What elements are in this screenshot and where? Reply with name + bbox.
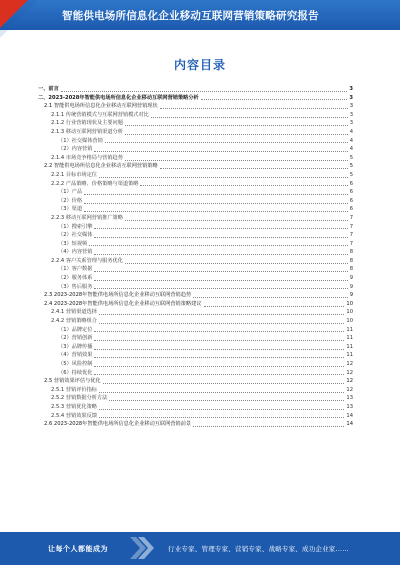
toc-leader-dots xyxy=(61,91,348,92)
toc-leader-dots xyxy=(193,426,344,427)
toc-entry-text: 2.5.2 营销数据分析方法 xyxy=(51,395,108,402)
toc-page-number: 10 xyxy=(346,318,353,325)
toc-leader-dots xyxy=(99,409,344,410)
toc-entry[interactable] xyxy=(38,128,353,137)
toc-page-number: 8 xyxy=(349,249,353,256)
toc-entry-text: 2.2 智能供电场所信息化企业移动互联网营销策略 xyxy=(44,163,158,170)
toc-page-number: 6 xyxy=(349,180,353,187)
toc-entry[interactable] xyxy=(38,343,353,352)
toc-entry-text: （2）营销创新 xyxy=(58,335,93,342)
toc-entry-text: 2.2.2 产品策略、价格策略与渠道策略 xyxy=(51,180,139,187)
toc-entry[interactable] xyxy=(38,205,353,214)
toc-page-number: 13 xyxy=(346,395,353,402)
toc-entry[interactable] xyxy=(38,162,353,171)
toc-entry[interactable] xyxy=(38,420,353,429)
toc-entry[interactable] xyxy=(38,308,353,317)
toc-page-number: 12 xyxy=(346,386,353,393)
toc-page-number: 3 xyxy=(349,111,353,118)
toc-leader-dots xyxy=(94,374,344,375)
toc-entry[interactable] xyxy=(38,257,353,266)
toc-entry[interactable] xyxy=(38,369,353,378)
toc-page-number: 4 xyxy=(349,128,353,135)
toc-entry-text: （3）品牌传播 xyxy=(58,343,93,350)
toc-entry[interactable] xyxy=(38,283,353,292)
toc-leader-dots xyxy=(94,254,347,255)
toc-entry-text: 一、前言 xyxy=(38,86,59,92)
toc-entry-text: 2.1.3 移动互联网营销渠道分析 xyxy=(51,128,123,135)
toc-entry-text: （5）风险控制 xyxy=(58,361,93,367)
toc-entry[interactable] xyxy=(38,188,353,197)
toc-page-number: 3 xyxy=(349,86,353,92)
toc-leader-dots xyxy=(193,297,348,298)
toc-leader-dots xyxy=(201,99,348,100)
toc-page-number: 3 xyxy=(349,103,353,110)
toc-entry-text: 2.4 2023-2028年智能供电场所信息化企业移动互联网营销策略建议 xyxy=(44,300,202,307)
toc-leader-dots xyxy=(109,400,344,401)
toc-entry[interactable] xyxy=(38,171,353,180)
toc-entry-text: （1）产品 xyxy=(58,189,83,196)
toc-leader-dots xyxy=(94,349,344,350)
toc-page-number: 9 xyxy=(349,275,353,282)
toc-page-number: 12 xyxy=(346,361,353,367)
toc-entry[interactable] xyxy=(38,231,353,240)
toc-page-number: 11 xyxy=(346,326,353,333)
toc-leader-dots xyxy=(99,314,344,315)
toc-entry[interactable] xyxy=(38,240,353,249)
toc-entry-text: 2.3 2023-2028年智能供电场所信息化企业移动互联网营销趋势 xyxy=(44,292,192,299)
toc-entry[interactable] xyxy=(38,223,353,232)
toc-entry[interactable] xyxy=(38,154,353,163)
toc-entry[interactable] xyxy=(38,317,353,326)
toc-page-number: 14 xyxy=(346,412,353,419)
toc-entry-text: （2）内容营销 xyxy=(58,146,93,153)
toc-entry[interactable] xyxy=(38,102,353,111)
toc-page-number: 12 xyxy=(346,369,353,376)
toc-leader-dots xyxy=(125,263,348,264)
toc-entry-text: 2.5.1 营销评价指标 xyxy=(51,386,97,393)
toc-entry-text: （3）渠道 xyxy=(58,206,83,213)
toc-page-number: 11 xyxy=(346,352,353,359)
toc-entry-text: （4）营销效果 xyxy=(58,352,93,359)
toc-leader-dots xyxy=(160,108,348,109)
report-title: 智能供电场所信息化企业移动互联网营销策略研究报告 xyxy=(62,10,319,22)
toc-leader-dots xyxy=(105,142,348,143)
toc-leader-dots xyxy=(140,185,347,186)
toc-leader-dots xyxy=(103,383,345,384)
toc-entry[interactable] xyxy=(38,377,353,386)
toc-entry-text: 2.2.1 目标市场定位 xyxy=(51,171,97,178)
toc-entry[interactable] xyxy=(38,360,353,369)
toc-entry[interactable] xyxy=(38,265,353,274)
toc-leader-dots xyxy=(94,151,347,152)
toc-page-number: 14 xyxy=(346,421,353,428)
toc-page-number: 7 xyxy=(349,232,353,239)
chevron-right-icon xyxy=(130,537,154,559)
toc-page-number: 8 xyxy=(349,257,353,264)
toc-entry-text: （1）品牌定位 xyxy=(58,326,93,333)
toc-entry-text: 2.6 2023-2028年智能供电场所信息化企业移动互联网营销前景 xyxy=(44,421,192,428)
toc-entry-text: （3）短视频 xyxy=(58,240,88,247)
toc-entry-text: 2.1.2 行业营销现状及主要问题 xyxy=(51,120,123,127)
toc-page-number: 11 xyxy=(346,343,353,350)
footer-expert-list: 行业专家、管理专家、营销专家、战略专家、成功企业家…… xyxy=(168,545,349,553)
toc-leader-dots xyxy=(94,331,344,332)
toc-entry[interactable] xyxy=(38,248,353,257)
toc-entry[interactable] xyxy=(38,137,353,146)
toc-entry-text: 2.2.3 移动互联网营销推广策略 xyxy=(51,214,123,221)
toc-page-number: 7 xyxy=(349,240,353,247)
toc-leader-dots xyxy=(94,340,344,341)
toc-leader-dots xyxy=(84,203,348,204)
toc-entry[interactable] xyxy=(38,119,353,128)
toc-leader-dots xyxy=(99,323,344,324)
toc-entry[interactable] xyxy=(38,334,353,343)
toc-entry-text: 2.1.1 传统营销模式与互联网营销模式对比 xyxy=(51,111,149,118)
toc-leader-dots xyxy=(94,280,347,281)
report-header xyxy=(0,0,400,30)
toc-entry[interactable] xyxy=(38,111,353,120)
toc-page-number: 10 xyxy=(346,300,353,307)
toc-page-number: 7 xyxy=(349,214,353,221)
table-of-contents xyxy=(38,85,353,429)
toc-leader-dots xyxy=(125,134,348,135)
toc-page-number: 8 xyxy=(349,266,353,273)
toc-entry-text: 二、2023-2028年智能供电场所信息化企业移动互联网营销策略分析 xyxy=(38,94,199,101)
toc-entry[interactable] xyxy=(38,394,353,403)
toc-leader-dots xyxy=(99,417,344,418)
toc-leader-dots xyxy=(99,392,344,393)
toc-leader-dots xyxy=(94,228,347,229)
toc-page-number: 4 xyxy=(349,137,353,144)
toc-entry-text: （2）价格 xyxy=(58,197,83,204)
toc-entry[interactable] xyxy=(38,291,353,300)
toc-entry[interactable] xyxy=(38,214,353,223)
toc-entry-text: （2）社交媒体 xyxy=(58,232,93,239)
toc-leader-dots xyxy=(94,288,347,289)
toc-leader-dots xyxy=(94,271,347,272)
toc-entry[interactable] xyxy=(38,85,353,94)
toc-entry-text: （1）客户数据 xyxy=(58,266,93,273)
toc-entry-text: 2.5 营销效果评估与优化 xyxy=(44,378,101,385)
toc-page-number: 12 xyxy=(346,378,353,385)
toc-entry-text: 2.1.4 市场竞争格局与营销趋势 xyxy=(51,154,123,161)
toc-page-number: 5 xyxy=(349,163,353,170)
toc-page-number: 9 xyxy=(349,283,353,290)
toc-page-number: 5 xyxy=(349,154,353,161)
toc-entry[interactable] xyxy=(38,403,353,412)
toc-entry[interactable] xyxy=(38,274,353,283)
toc-leader-dots xyxy=(99,177,348,178)
toc-leader-dots xyxy=(160,168,348,169)
toc-entry[interactable] xyxy=(38,386,353,395)
toc-entry[interactable] xyxy=(38,145,353,154)
header-corner-red xyxy=(0,0,28,28)
toc-entry[interactable] xyxy=(38,197,353,206)
toc-entry[interactable] xyxy=(38,300,353,309)
toc-entry-text: （1）社交媒体营销 xyxy=(58,137,103,144)
toc-page-number: 3 xyxy=(349,120,353,127)
toc-leader-dots xyxy=(204,306,345,307)
toc-entry-text: 2.4.2 营销策略组合 xyxy=(51,318,97,325)
toc-page-number: 6 xyxy=(349,206,353,213)
toc-page-number: 9 xyxy=(349,292,353,299)
toc-entry-text: 2.1 智能供电场所信息化企业移动互联网营销现状 xyxy=(44,103,158,110)
toc-leader-dots xyxy=(94,357,344,358)
toc-entry-text: （4）内容营销 xyxy=(58,249,93,256)
toc-entry-text: （1）搜索引擎 xyxy=(58,223,93,230)
toc-title: 内容目录 xyxy=(173,58,226,72)
toc-leader-dots xyxy=(89,245,347,246)
toc-leader-dots xyxy=(125,125,348,126)
toc-leader-dots xyxy=(125,160,348,161)
toc-entry-text: （2）服务体系 xyxy=(58,275,93,282)
toc-leader-dots xyxy=(84,211,348,212)
toc-page-number: 5 xyxy=(349,171,353,178)
toc-entry[interactable] xyxy=(38,412,353,421)
toc-page-number: 10 xyxy=(346,309,353,316)
toc-page-number: 11 xyxy=(346,335,353,342)
toc-leader-dots xyxy=(125,220,348,221)
toc-entry[interactable] xyxy=(38,94,353,103)
toc-page-number: 4 xyxy=(349,146,353,153)
toc-entry-text: 2.5.4 营销效果反馈 xyxy=(51,412,97,419)
toc-page-number: 7 xyxy=(349,223,353,230)
toc-entry-text: 2.5.3 营销优化策略 xyxy=(51,403,97,410)
page-footer xyxy=(0,532,400,565)
toc-entry[interactable] xyxy=(38,351,353,360)
toc-entry-text: （3）售后服务 xyxy=(58,283,93,290)
toc-entry-text: 2.4.1 营销渠道选择 xyxy=(51,309,97,316)
toc-leader-dots xyxy=(94,237,347,238)
footer-slogan: 让每个人都能成为 xyxy=(48,545,108,553)
toc-leader-dots xyxy=(84,194,348,195)
toc-entry[interactable] xyxy=(38,326,353,335)
toc-page-number: 13 xyxy=(346,403,353,410)
toc-leader-dots xyxy=(151,117,348,118)
toc-page-number: 3 xyxy=(349,94,353,101)
toc-entry-text: 2.2.4 客户关系管理与服务优化 xyxy=(51,257,123,264)
toc-entry-text: （6）持续优化 xyxy=(58,369,93,376)
toc-leader-dots xyxy=(94,366,344,367)
toc-page-number: 6 xyxy=(349,189,353,196)
toc-entry[interactable] xyxy=(38,180,353,189)
toc-page-number: 6 xyxy=(349,197,353,204)
